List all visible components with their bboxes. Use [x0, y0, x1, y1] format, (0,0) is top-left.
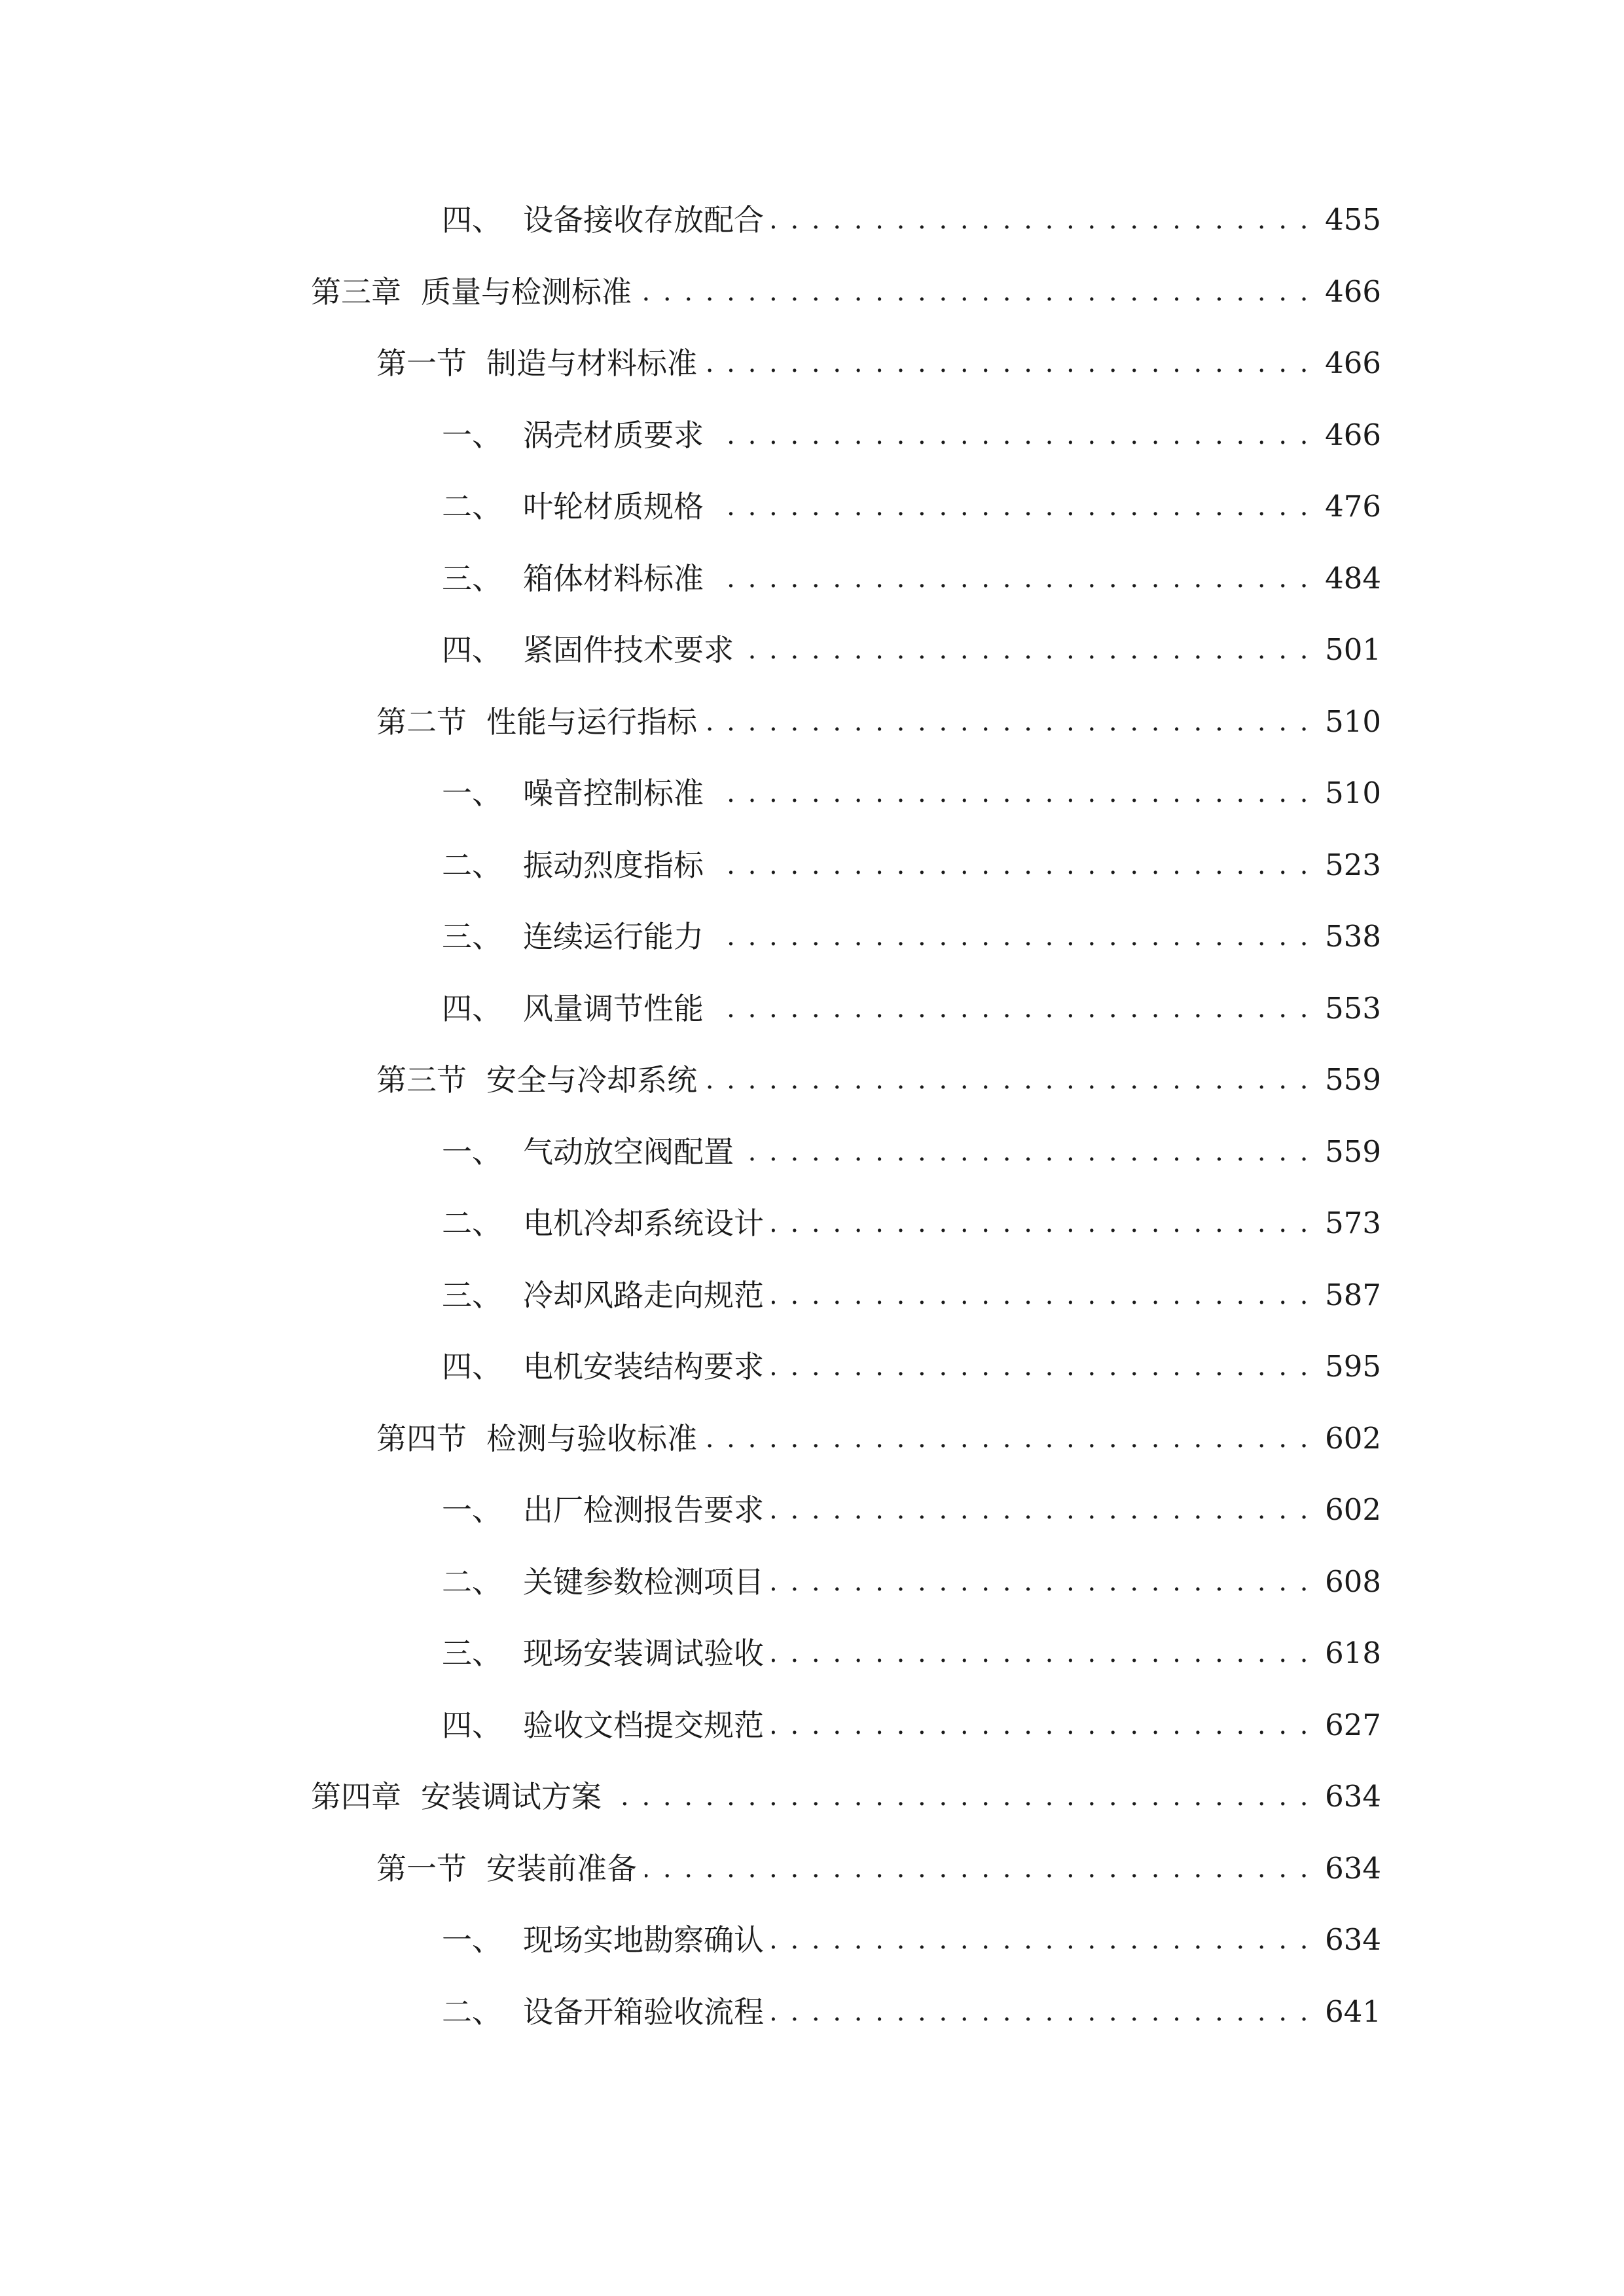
dot-leader: [772, 1699, 1310, 1751]
toc-entry-item[interactable]: [442, 910, 1381, 963]
dot-leader: [712, 910, 1310, 963]
toc-entry-page: 466: [1325, 346, 1381, 380]
toc-entry-section[interactable]: [376, 337, 1381, 389]
toc-entry-title: 紧固件技术要求: [523, 632, 734, 668]
toc-entry-item[interactable]: [442, 839, 1381, 891]
toc-entry-page: 627: [1325, 1708, 1381, 1742]
dot-leader: [772, 1340, 1310, 1393]
toc-entry-title: 涡壳材质要求: [523, 418, 704, 453]
toc-entry-title: 噪音控制标准: [523, 776, 704, 811]
dot-leader: [705, 1412, 1310, 1465]
toc-entry-title: 电机安装结构要求: [523, 1349, 764, 1384]
toc-entry-item[interactable]: [442, 767, 1381, 819]
toc-entry-item[interactable]: [442, 1699, 1381, 1751]
toc-entry-title: 安全与冷却系统: [486, 1062, 697, 1098]
toc-entry-title: 检测与验收标准: [486, 1421, 697, 1456]
dot-leader: [640, 266, 1310, 318]
toc-entry-page: 501: [1325, 632, 1381, 667]
toc-entry-item[interactable]: [442, 624, 1381, 676]
toc-entry-item[interactable]: [442, 982, 1381, 1035]
toc-entry-number: 第四节: [376, 1421, 467, 1456]
toc-entry-page: 510: [1325, 776, 1381, 810]
toc-entry-number: 四、: [442, 991, 502, 1026]
toc-entry-item[interactable]: [442, 1269, 1381, 1321]
toc-entry-item[interactable]: [442, 1340, 1381, 1393]
toc-entry-page: 595: [1325, 1349, 1381, 1384]
dot-leader: [712, 552, 1310, 605]
toc-entry-title: 连续运行能力: [523, 919, 704, 954]
dot-leader: [609, 1770, 1310, 1823]
toc-entry-page: 553: [1325, 991, 1381, 1026]
toc-entry-title: 气动放空阀配置: [523, 1134, 734, 1170]
toc-entry-number: 四、: [442, 632, 502, 668]
toc-entry-page: 634: [1325, 1851, 1381, 1886]
dot-leader: [645, 1842, 1310, 1895]
toc-entry-title: 性能与运行指标: [486, 704, 697, 740]
toc-entry-page: 466: [1325, 418, 1381, 452]
dot-leader: [705, 696, 1310, 748]
toc-entry-number: 四、: [442, 1349, 502, 1384]
dot-leader: [742, 624, 1310, 676]
toc-entry-title: 制造与材料标准: [486, 346, 697, 381]
toc-entry-item[interactable]: [442, 1627, 1381, 1679]
dot-leader: [742, 1126, 1310, 1178]
toc-entry-item[interactable]: [442, 1914, 1381, 1966]
toc-entry-item[interactable]: [442, 409, 1381, 461]
toc-entry-number: 三、: [442, 561, 502, 596]
toc-entry-title: 冷却风路走向规范: [523, 1278, 764, 1313]
dot-leader: [772, 1556, 1310, 1608]
toc-entry-page: 484: [1325, 561, 1381, 596]
dot-leader: [772, 1986, 1310, 2038]
toc-entry-title: 风量调节性能: [523, 991, 704, 1026]
toc-entry-number: 一、: [442, 1134, 502, 1170]
toc-entry-section[interactable]: [376, 1842, 1381, 1895]
dot-leader: [712, 839, 1310, 891]
dot-leader: [772, 1197, 1310, 1249]
toc-entry-title: 验收文档提交规范: [523, 1708, 764, 1743]
toc-entry-page: 618: [1325, 1636, 1381, 1670]
toc-entry-number: 一、: [442, 418, 502, 453]
toc-entry-page: 523: [1325, 848, 1381, 882]
toc-entry-page: 602: [1325, 1421, 1381, 1456]
toc-entry-title: 叶轮材质规格: [523, 489, 704, 524]
toc-entry-chapter[interactable]: [311, 1770, 1381, 1823]
toc-entry-item[interactable]: [442, 194, 1381, 246]
dot-leader: [712, 409, 1310, 461]
dot-leader: [712, 767, 1310, 819]
toc-entry-number: 三、: [442, 1636, 502, 1671]
dot-leader: [772, 1269, 1310, 1321]
toc-entry-number: 第二节: [376, 704, 467, 740]
toc-entry-page: 573: [1325, 1206, 1381, 1240]
toc-entry-number: 第四章: [311, 1779, 401, 1814]
toc-entry-chapter[interactable]: [311, 266, 1381, 318]
toc-entry-title: 设备接收存放配合: [523, 202, 764, 238]
toc-entry-number: 第三节: [376, 1062, 467, 1098]
toc-entry-item[interactable]: [442, 552, 1381, 605]
toc-entry-title: 设备开箱验收流程: [523, 1994, 764, 2030]
toc-entry-page: 587: [1325, 1278, 1381, 1312]
toc-entry-number: 四、: [442, 202, 502, 238]
toc-entry-number: 四、: [442, 1708, 502, 1743]
toc-entry-title: 安装调试方案: [421, 1779, 602, 1814]
toc-entry-number: 二、: [442, 1994, 502, 2030]
toc-entry-title: 现场实地勘察确认: [523, 1922, 764, 1958]
toc-entry-item[interactable]: [442, 480, 1381, 533]
toc-entry-page: 608: [1325, 1564, 1381, 1599]
toc-entry-number: 第一节: [376, 1851, 467, 1886]
toc-entry-item[interactable]: [442, 1484, 1381, 1536]
toc-entry-page: 466: [1325, 274, 1381, 309]
toc-entry-number: 一、: [442, 776, 502, 811]
toc-entry-number: 一、: [442, 1492, 502, 1528]
toc-entry-section[interactable]: [376, 696, 1381, 748]
toc-entry-page: 559: [1325, 1062, 1381, 1097]
toc-entry-page: 476: [1325, 489, 1381, 524]
toc-entry-page: 510: [1325, 704, 1381, 739]
dot-leader: [705, 1054, 1310, 1106]
toc-entry-title: 振动烈度指标: [523, 848, 704, 883]
toc-entry-item[interactable]: [442, 1556, 1381, 1608]
toc-entry-page: 559: [1325, 1134, 1381, 1169]
toc-entry-number: 一、: [442, 1922, 502, 1958]
toc-entry-page: 641: [1325, 1994, 1381, 2029]
toc-entry-title: 电机冷却系统设计: [523, 1206, 764, 1241]
toc-entry-number: 第一节: [376, 346, 467, 381]
dot-leader: [772, 1914, 1310, 1966]
toc-entry-title: 现场安装调试验收: [523, 1636, 764, 1671]
toc-entry-page: 602: [1325, 1492, 1381, 1527]
toc-entry-title: 关键参数检测项目: [523, 1564, 764, 1600]
toc-entry-section[interactable]: [376, 1412, 1381, 1465]
dot-leader: [705, 337, 1310, 389]
toc-entry-page: 634: [1325, 1922, 1381, 1957]
toc-entry-number: 三、: [442, 919, 502, 954]
dot-leader: [772, 194, 1310, 246]
toc-entry-number: 第三章: [311, 274, 401, 310]
toc-entry-item[interactable]: [442, 1197, 1381, 1249]
dot-leader: [772, 1484, 1310, 1536]
toc-entry-page: 538: [1325, 919, 1381, 954]
toc-entry-number: 二、: [442, 848, 502, 883]
dot-leader: [712, 480, 1310, 533]
toc-entry-title: 安装前准备: [486, 1851, 637, 1886]
toc-entry-page: 455: [1325, 202, 1381, 237]
toc-entry-section[interactable]: [376, 1054, 1381, 1106]
toc-entry-number: 二、: [442, 1564, 502, 1600]
toc-entry-title: 箱体材料标准: [523, 561, 704, 596]
toc-entry-title: 质量与检测标准: [421, 274, 632, 310]
toc-entry-item[interactable]: [442, 1986, 1381, 2038]
toc-entry-page: 634: [1325, 1779, 1381, 1814]
dot-leader: [772, 1627, 1310, 1679]
toc-entry-number: 二、: [442, 1206, 502, 1241]
toc-entry-item[interactable]: [442, 1126, 1381, 1178]
toc-entry-title: 出厂检测报告要求: [523, 1492, 764, 1528]
toc-entry-number: 二、: [442, 489, 502, 524]
toc-entry-number: 三、: [442, 1278, 502, 1313]
dot-leader: [712, 982, 1310, 1035]
